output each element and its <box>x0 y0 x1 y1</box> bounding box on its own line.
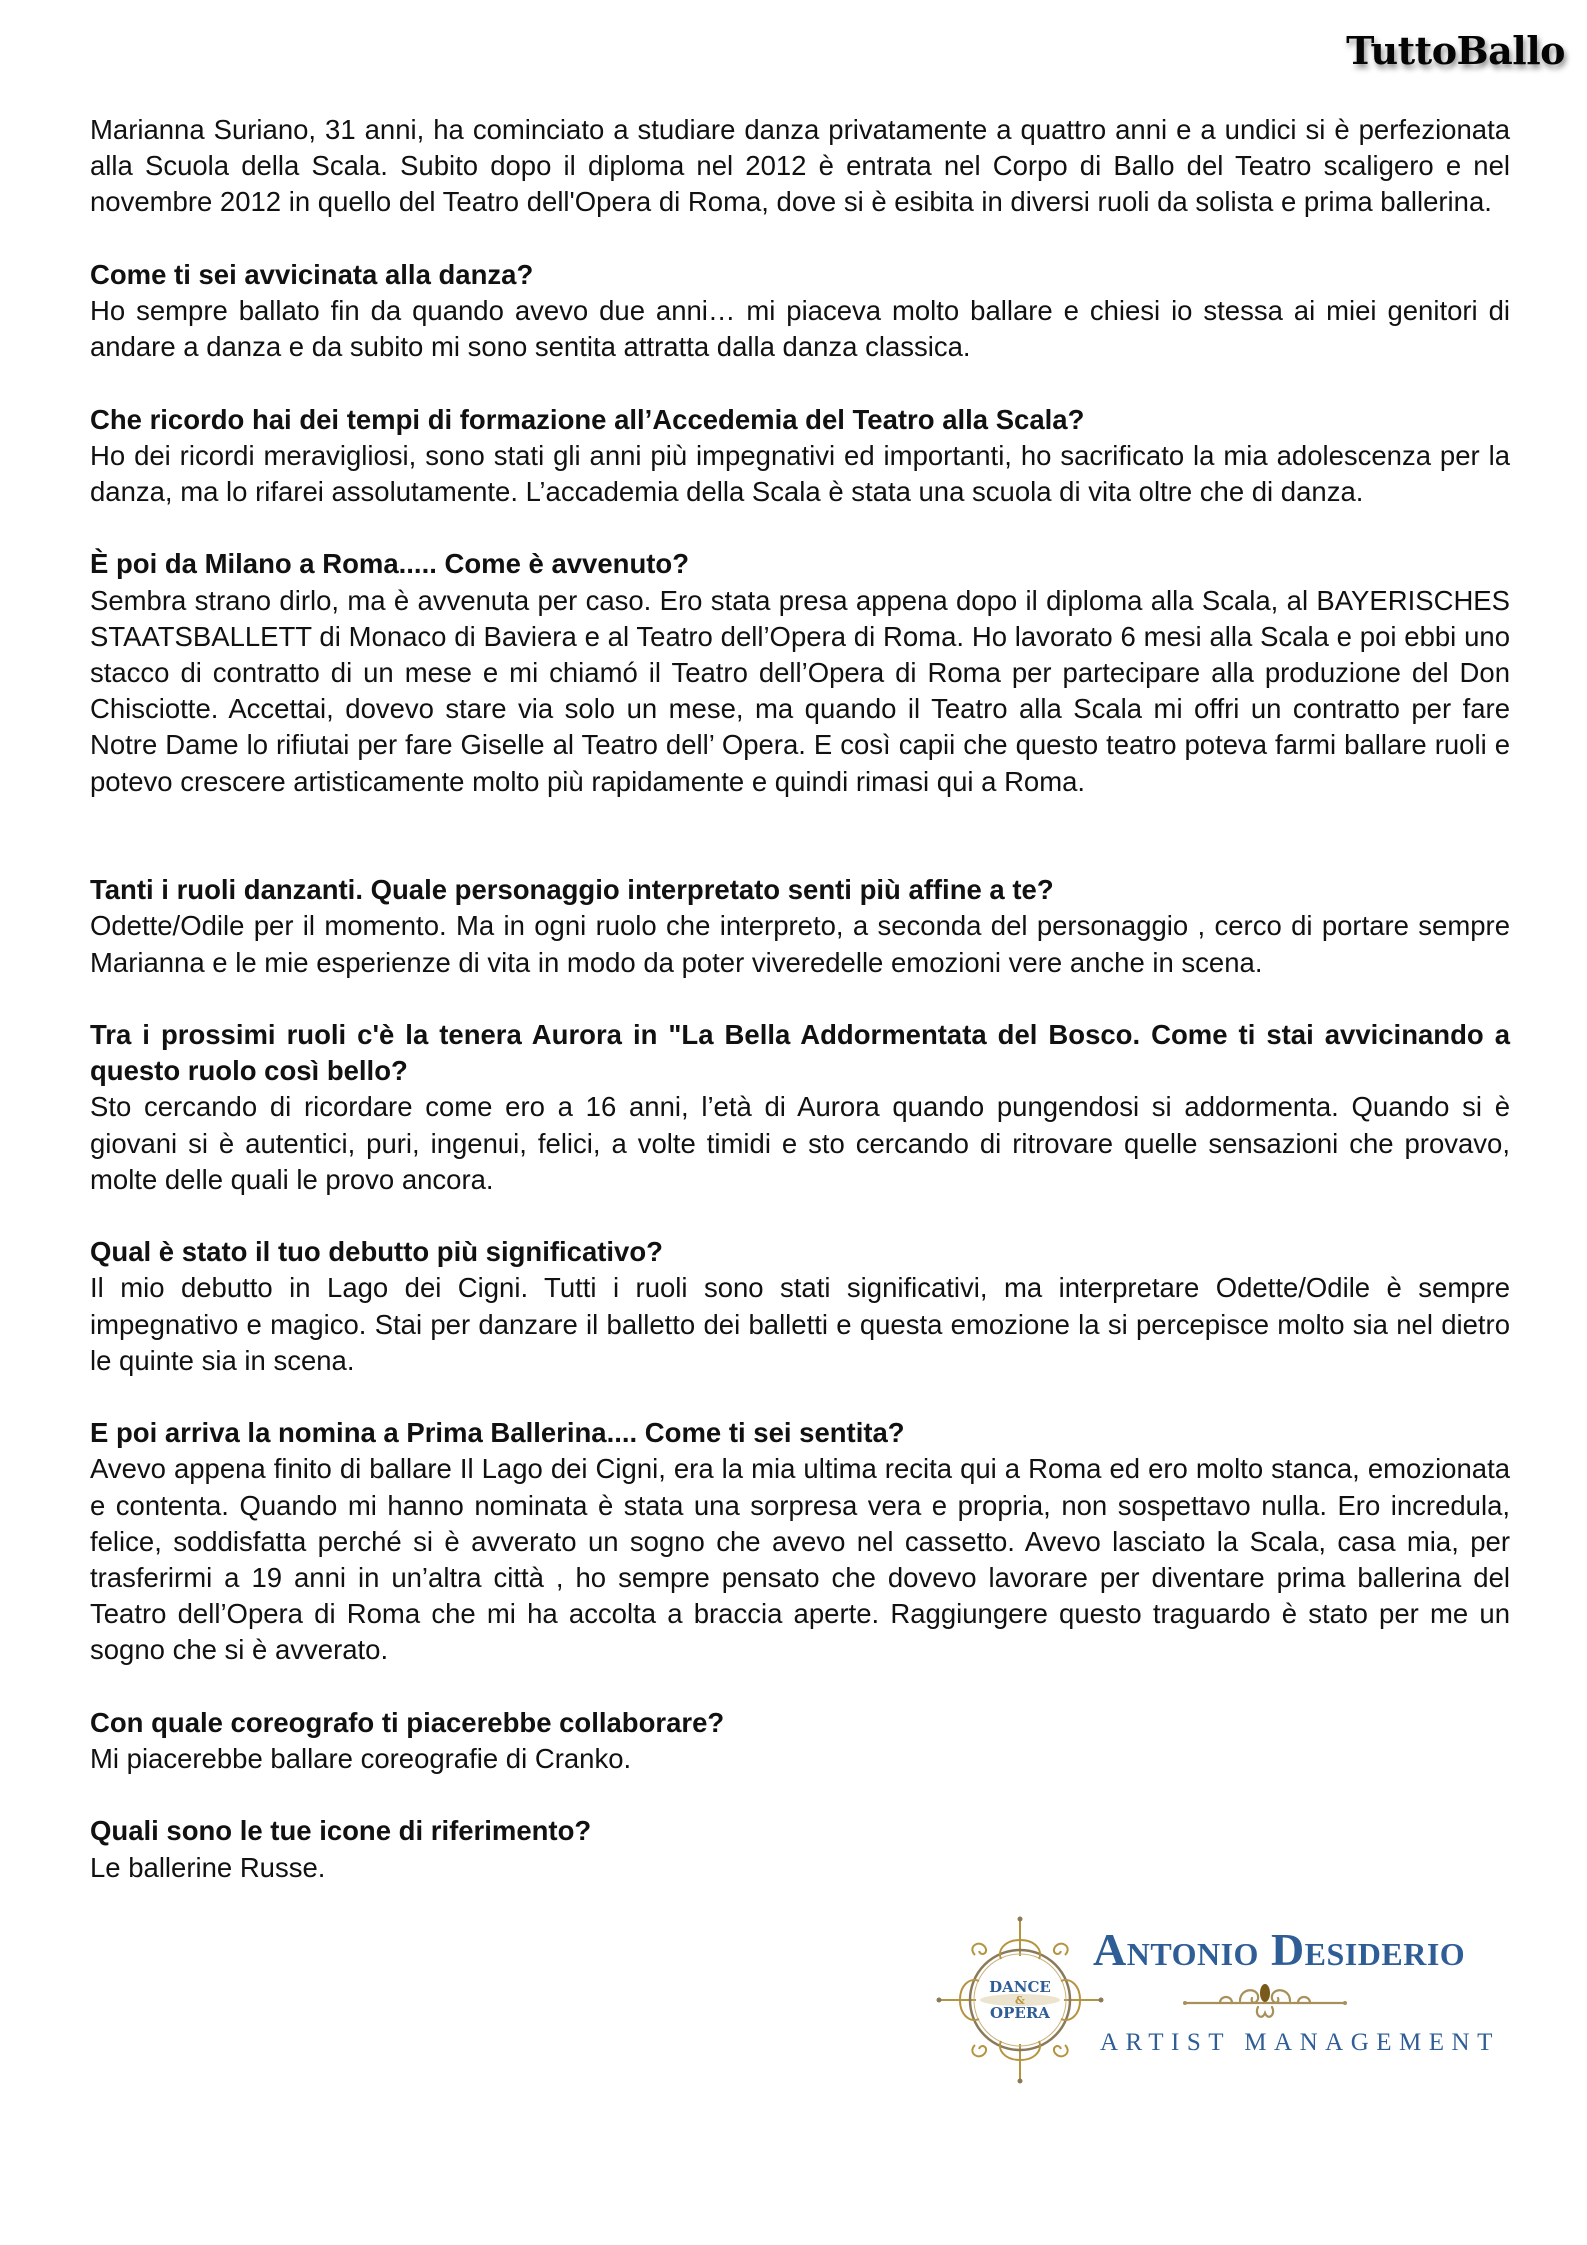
answer: Le ballerine Russe. <box>90 1851 326 1883</box>
logo-name: Antonio Desiderio <box>1093 1924 1466 1975</box>
question: Quali sono le tue icone di riferimento? <box>90 1815 592 1847</box>
intro-text: Marianna Suriano, 31 anni, ha cominciato a studiare danza privatamente a quattro anni e a undici si è perfezionata alla Scuola della Scala. Subito dopo il diploma nel 2012 è entrata nel Corpo di Ballo del Teatro scaligero e nel novembre 2012 in quello del Teatro dell'Opera di Roma, dove si è esibita in diversi ruoli da solista e prima ballerina. <box>90 114 1510 218</box>
article-body <box>90 112 1510 1922</box>
emblem-text: DANCE & OPERA <box>989 1977 1051 2022</box>
qa-block <box>90 1415 1510 1668</box>
answer: Ho dei ricordi meravigliosi, sono stati gli anni più impegnativi ed importanti, ho sacrificato la mia adolescenza per la danza, ma lo rifarei assolutamente. L’accademia della Scala è stata una scuola di vita oltre che di danza. <box>90 439 1510 507</box>
qa-block <box>90 872 1510 981</box>
answer: Sembra strano dirlo, ma è avvenuta per caso. Ero stata presa appena dopo il diploma alla Scala, al BAYERISCHES STAATSBALLETT di Monaco di Baviera e al Teatro dell’Opera di Roma. Ho lavorato 6 mesi alla Scala e poi ebbi uno stacco di contratto di un mese e mi chiamó il Teatro dell’Opera di Roma per partecipare alla produzione del Don Chisciotte. Accettai, dovevo stare via solo un mese, ma quando il Teatro alla Scala mi offri un contratto per fare Notre Dame lo rifiutai per fare Giselle al Teatro dell’ Opera. E così capii che questo teatro poteva farmi ballare ruoli e potevo crescere artisticamente molto più rapidamente e quindi rimasi qui a Roma. <box>90 584 1510 797</box>
dance-opera-emblem-icon <box>935 1915 1105 2085</box>
answer: Odette/Odile per il momento. Ma in ogni ruolo che interpreto, a seconda del personaggio , cerco di portare sempre Marianna e le mie esperienze di vita in modo da poter viveredelle emozioni vere anche in scena. <box>90 910 1510 978</box>
question: Tra i prossimi ruoli c'è la tenera Aurora in "La Bella Addormentata del Bosco. Come ti stai avvicinando a questo ruolo così bello? <box>90 1019 1510 1087</box>
answer: Mi piacerebbe ballare coreografie di Cranko. <box>90 1743 632 1775</box>
question: Qual è stato il tuo debutto più significativo? <box>90 1236 663 1268</box>
answer: Il mio debutto in Lago dei Cigni. Tutti i ruoli sono stati significativi, ma interpretare Odette/Odile è sempre impegnativo e magico. Stai per danzare il balletto dei balletti e questa emozione la si percepisce molto sia nel dietro le quinte sia in scena. <box>90 1272 1510 1376</box>
qa-block <box>90 1813 1510 1885</box>
antonio-desiderio-logo <box>935 1915 1500 2085</box>
intro-paragraph <box>90 112 1510 221</box>
qa-block <box>90 1234 1510 1379</box>
ornament-flourish-icon <box>1180 1983 1350 2023</box>
brand-logo-tuttoballo: TuttoBallo <box>1346 28 1565 73</box>
qa-block <box>90 257 1510 366</box>
logo-subtitle: ARTIST MANAGEMENT <box>1100 2029 1500 2056</box>
qa-block <box>90 546 1510 799</box>
qa-block <box>90 1705 1510 1777</box>
question: Come ti sei avvicinata alla danza? <box>90 258 534 290</box>
qa-block <box>90 1017 1510 1198</box>
answer: Sto cercando di ricordare come ero a 16 anni, l’età di Aurora quando pungendosi si addormenta. Quando si è giovani si è autentici, puri, ingenui, felici, a volte timidi e sto cercando di ritrovare quelle sensazioni che provavo, molte delle quali le provo ancora. <box>90 1091 1510 1195</box>
answer: Ho sempre ballato fin da quando avevo due anni… mi piaceva molto ballare e chiesi io stessa ai miei genitori di andare a danza e da subito mi sono sentita attratta dalla danza classica. <box>90 295 1510 363</box>
question: È poi da Milano a Roma..... Come è avvenuto? <box>90 548 689 580</box>
qa-block <box>90 402 1510 511</box>
question: Che ricordo hai dei tempi di formazione all’Accedemia del Teatro alla Scala? <box>90 403 1085 435</box>
question: E poi arriva la nomina a Prima Ballerina.... Come ti sei sentita? <box>90 1417 905 1449</box>
question: Tanti i ruoli danzanti. Quale personaggio interpretato senti più affine a te? <box>90 874 1054 906</box>
answer: Avevo appena finito di ballare Il Lago dei Cigni, era la mia ultima recita qui a Roma ed ero molto stanca, emozionata e contenta. Quando mi hanno nominata è stata una sorpresa vera e propria, non sospettavo nulla. Ero incredula, felice, soddisfatta perché si è avverato un sogno che avevo nel cassetto. Avevo lasciato la Scala, casa mia, per trasferirmi a 19 anni in un’altra città , ho sempre pensato che dovevo lavorare per diventare prima ballerina del Teatro dell’Opera di Roma che mi ha accolta a braccia aperte. Raggiungere questo traguardo è stato per me un sogno che si è avverato. <box>90 1453 1510 1666</box>
question: Con quale coreografo ti piacerebbe collaborare? <box>90 1706 725 1738</box>
